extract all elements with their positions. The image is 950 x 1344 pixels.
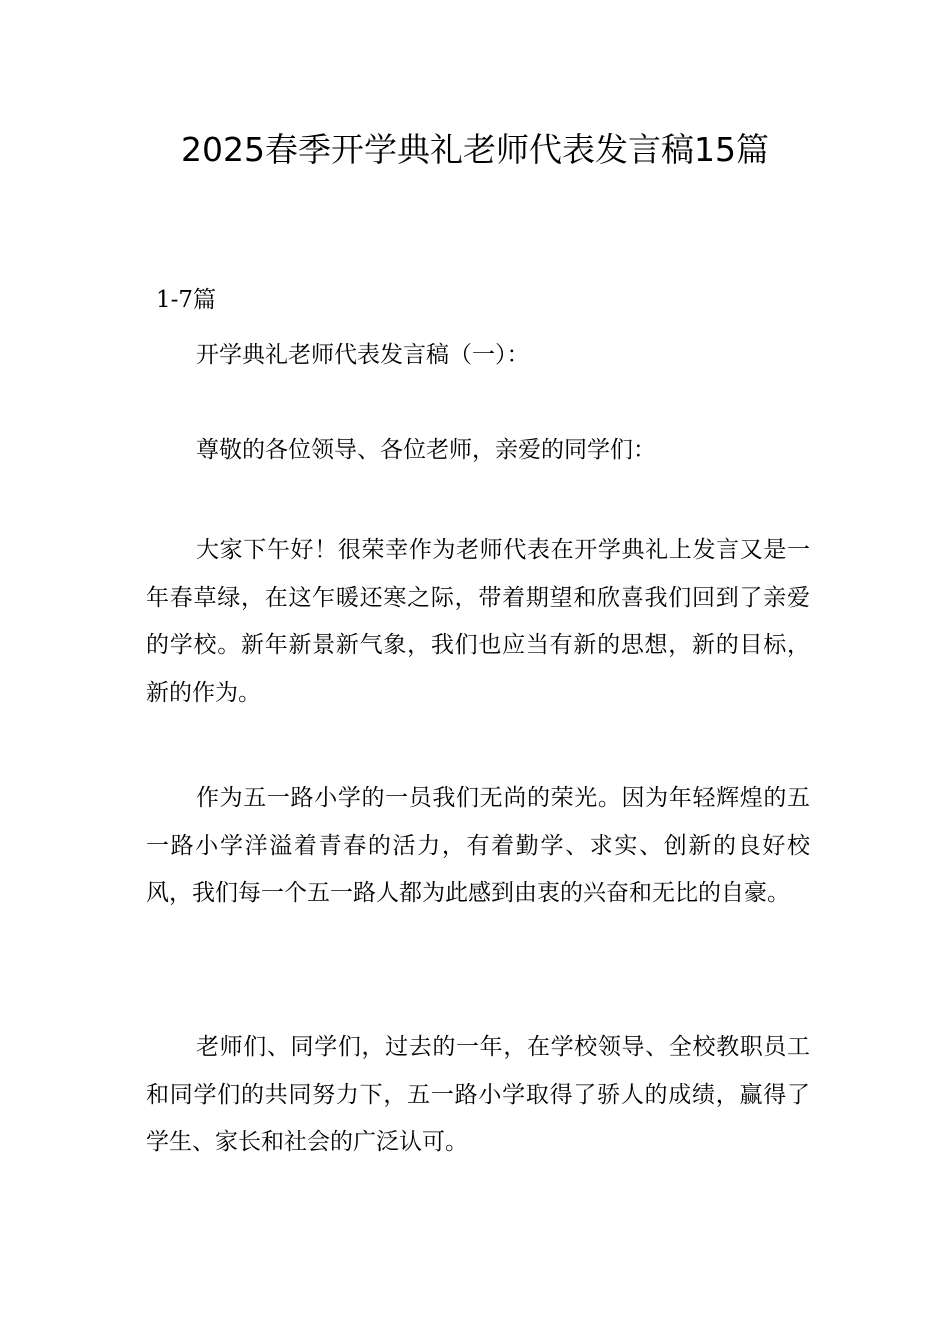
- salutation: 尊敬的各位领导、各位老师，亲爱的同学们：: [196, 437, 656, 463]
- paragraph: 作为五一路小学的一员我们无尚的荣光。因为年轻辉煌的五一路小学洋溢着青春的活力，有着勤学、求实、创新的良好校风，我们每一个五一路人都为此感到由衷的兴奋和无比的自豪。: [146, 785, 810, 906]
- document-title: 2025春季开学典礼老师代表发言稿15篇: [181, 130, 769, 169]
- paragraph: 老师们、同学们，过去的一年，在学校领导、全校教职员工和同学们的共同努力下，五一路小学取得了骄人的成绩，赢得了学生、家长和社会的广泛认可。: [146, 1034, 810, 1155]
- speech-heading: 开学典礼老师代表发言稿（一）：: [196, 342, 530, 368]
- paragraph: 大家下午好！很荣幸作为老师代表在开学典礼上发言又是一年春草绿，在这乍暖还寒之际，带着期望和欣喜我们回到了亲爱的学校。新年新景新气象，我们也应当有新的思想，新的目标，新的作为。: [146, 537, 810, 706]
- section-label: 1-7篇: [156, 287, 217, 313]
